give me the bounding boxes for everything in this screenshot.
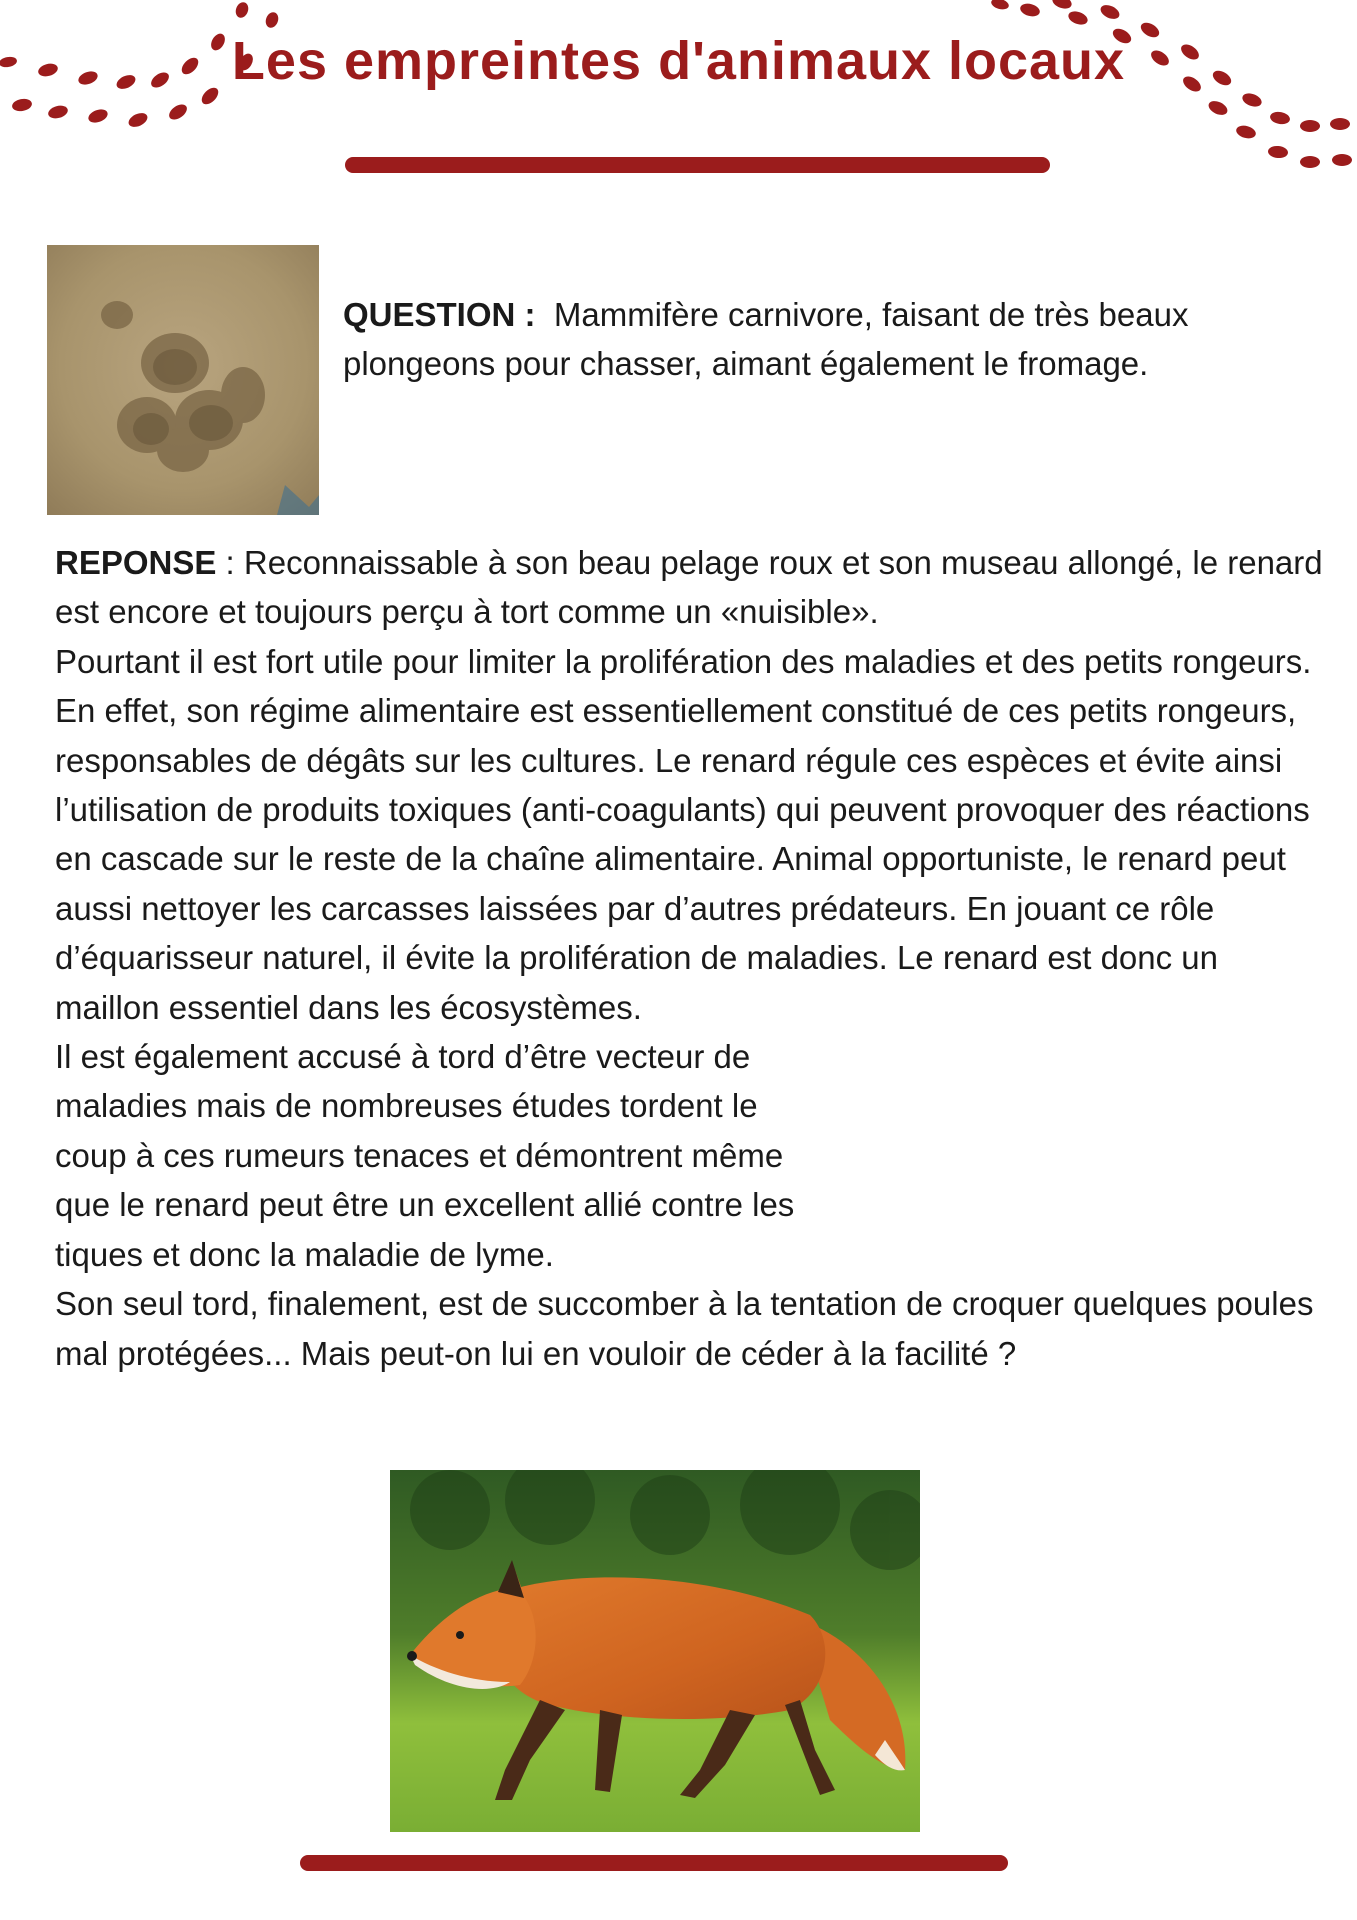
title-underline [345, 157, 1050, 173]
paw-print-photo [47, 245, 319, 515]
answer-intro-paragraph [55, 538, 1325, 637]
answer-paragraph-2-line: coup à ces rumeurs tenaces et démontrent même [55, 1136, 784, 1174]
answer-paragraph-1: Pourtant il est fort utile pour limiter la prolifération des maladies et des petits rongeurs. En effet, son régime alimentaire est essentiellement constitué de ces petits rongeurs, responsables de dégâts sur les cultures. Le renard régule ces espèces et évite ainsi l’utilisation de produits toxiques (anti-coagulants) qui peuvent provoquer des réactions en cascade sur le reste de la chaîne alimentaire. Animal opportuniste, le renard peut aussi nettoyer les carcasses laissées par d’autres prédateurs. En jouant ce rôle d’équarisseur naturel, il évite la prolifération de maladies. Le renard est donc un maillon essentiel dans les écosystèmes. [55, 642, 1312, 1026]
question-block [343, 290, 1303, 388]
answer-intro: : Reconnaissable à son beau pelage roux et son museau allongé, le renard est encore et toujours perçu à tort comme un «nuisible». [55, 544, 1323, 631]
page-title: Les empreintes d'animaux locaux [231, 31, 1126, 91]
answer-paragraph-2-line: que le renard peut être un excellent allié contre les [55, 1186, 795, 1224]
question-text: Mammifère carnivore, faisant de très beaux plongeons pour chasser, aimant également le fromage. [343, 296, 1189, 382]
answer-block [55, 538, 1325, 1378]
answer-paragraph-2 [55, 1032, 1325, 1279]
answer-paragraph-2-line: maladies mais de nombreuses études tordent le [55, 1087, 758, 1125]
question-label: QUESTION : [343, 296, 536, 333]
footer-divider [300, 1855, 1008, 1871]
answer-paragraph-3: Son seul tord, finalement, est de succomber à la tentation de croquer quelques poules mal protégées... Mais peut-on lui en vouloir de céder à la facilité ? [55, 1285, 1314, 1372]
answer-paragraph-2-line: Il est également accusé à tord d’être vecteur de [55, 1038, 751, 1076]
answer-paragraph-2-line: tiques et donc la maladie de lyme. [55, 1235, 554, 1273]
red-fox-photo [390, 1470, 920, 1832]
answer-label: REPONSE [55, 544, 217, 581]
